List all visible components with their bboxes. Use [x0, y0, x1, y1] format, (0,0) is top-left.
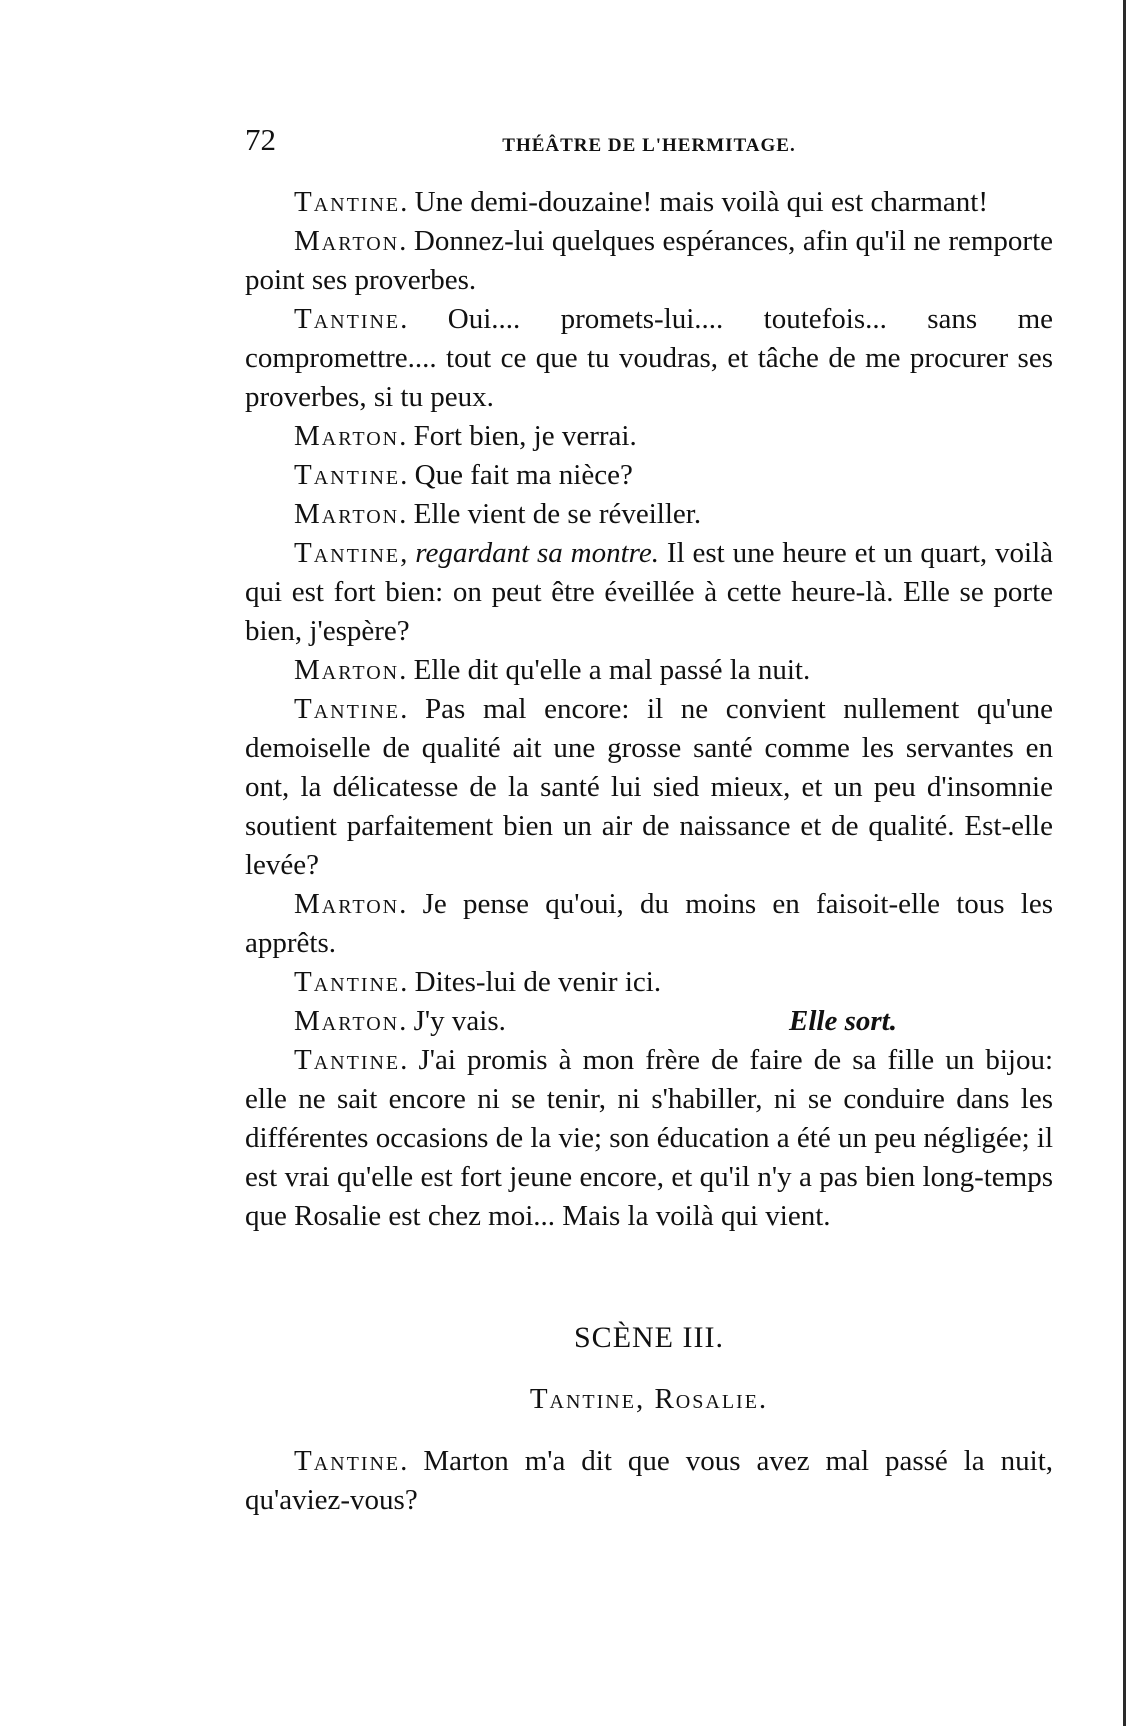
scene-cast: Tantine, Rosalie.	[529, 1383, 769, 1415]
dialogue-line: Tantine. Marton m'a dit que vous avez mal passé la nuit, qu'aviez-vous?	[245, 1445, 1053, 1516]
speaker-name: Tantine	[294, 459, 401, 491]
dialogue-body	[245, 183, 1053, 1520]
line-text: Marton m'a dit que vous avez mal passé la nuit, qu'aviez-vous?	[245, 1445, 1053, 1516]
dialogue-line: Tantine. J'ai promis à mon frère de faire de sa fille un bijou: elle ne sait encore ni se tenir, ni s'habiller, ni se conduire dans les différentes occasions de la vie; son éducation a été un peu négligée; il est vrai qu'elle est fort jeune encore, et qu'il n'y a pas bien long-temps que Rosalie est chez moi... Mais la voilà qui vient.	[245, 1044, 1053, 1232]
dialogue-line: Tantine. Oui.... promets-lui.... toutefois... sans me compromettre.... tout ce que tu voudras, et tâche de me procurer ses proverbes, si tu peux.	[245, 303, 1053, 413]
stage-direction-exit: Elle sort.	[789, 1005, 897, 1037]
line-text: Il est une heure et un quart, voilà qui est fort bien: on peut être éveillée à cette heure-là. Elle se porte bien, j'espère?	[245, 537, 1054, 647]
line-text: Fort bien, je verrai.	[413, 420, 637, 452]
speaker-name: Marton	[294, 225, 400, 257]
line-text: Elle vient de se réveiller.	[413, 498, 702, 530]
line-text: Que fait ma nièce?	[414, 459, 633, 491]
line-text: Donnez-lui quelques espérances, afin qu'il ne remporte point ses proverbes.	[245, 225, 1053, 296]
dialogue-line: Marton. J'y vais. Elle sort.	[245, 1002, 1053, 1041]
dialogue-line: Tantine. Pas mal encore: il ne convient nullement qu'une demoiselle de qualité ait une grosse santé comme les servantes en ont, la délicatesse de la santé lui sied mieux, et un peu d'insomnie soutient parfaitement bien un air de naissance et de qualité. Est-elle levée?	[245, 693, 1054, 881]
dialogue-line: Tantine. Une demi-douzaine! mais voilà qui est charmant!	[294, 186, 988, 218]
running-title: THÉÂTRE DE L'HERMITAGE.	[502, 135, 796, 156]
page-edge-line	[1123, 0, 1126, 1726]
speaker-name: Tantine	[294, 693, 401, 725]
line-text: Je pense qu'oui, du moins en faisoit-elle tous les apprêts.	[245, 888, 1053, 959]
page-number: 72	[245, 122, 276, 157]
speaker-name: Tantine	[294, 1044, 401, 1076]
speaker-name: Tantine	[294, 186, 401, 218]
speaker-name: Marton	[294, 654, 400, 686]
speaker-name: Marton	[294, 498, 400, 530]
speaker-name: Marton	[294, 888, 400, 920]
dialogue-line: Tantine. Dites-lui de venir ici.	[294, 966, 662, 998]
dialogue-line: Marton. Fort bien, je verrai.	[294, 420, 637, 452]
dialogue-line: Tantine. Que fait ma nièce?	[294, 459, 633, 491]
speaker-name: Marton	[294, 420, 400, 452]
stage-direction: regardant sa montre.	[415, 537, 660, 569]
dialogue-line: Marton. Elle vient de se réveiller.	[294, 498, 702, 530]
scene-title: SCÈNE III.	[574, 1321, 724, 1354]
running-head	[245, 120, 1053, 160]
speaker-name: Tantine	[294, 303, 401, 335]
dialogue-line: Marton. Je pense qu'oui, du moins en faisoit-elle tous les apprêts.	[245, 888, 1053, 959]
speaker-name: Tantine	[294, 1445, 401, 1477]
line-text: Pas mal encore: il ne convient nullement qu'une demoiselle de qualité ait une grosse santé comme les servantes en ont, la délicatesse de la santé lui sied mieux, et un peu d'insomnie soutient parfaitement bien un air de naissance et de qualité. Est-elle levée?	[245, 693, 1054, 881]
line-text: J'y vais.	[413, 1005, 506, 1037]
line-text: Elle dit qu'elle a mal passé la nuit.	[413, 654, 811, 686]
line-text: Oui.... promets-lui.... toutefois... sans me compromettre.... tout ce que tu voudras, et tâche de me procurer ses proverbes, si tu peux.	[245, 303, 1053, 413]
dialogue-line: Tantine, regardant sa montre. Il est une heure et un quart, voilà qui est fort bien: on peut être éveillée à cette heure-là. Elle se porte bien, j'espère?	[245, 537, 1054, 647]
dialogue-line: Marton. Donnez-lui quelques espérances, afin qu'il ne remporte point ses proverbes.	[245, 225, 1053, 296]
speaker-name: Tantine	[294, 537, 401, 569]
line-text: Dites-lui de venir ici.	[414, 966, 662, 998]
line-text: J'ai promis à mon frère de faire de sa fille un bijou: elle ne sait encore ni se tenir, ni s'habiller, ni se conduire dans les différentes occasions de la vie; son éducation a été un peu négligée; il est vrai qu'elle est fort jeune encore, et qu'il n'y a pas bien long-temps que Rosalie est chez moi... Mais la voilà qui vient.	[245, 1044, 1053, 1232]
speaker-name: Tantine	[294, 966, 401, 998]
dialogue-line: Marton. Elle dit qu'elle a mal passé la nuit.	[294, 654, 811, 686]
line-text: Une demi-douzaine! mais voilà qui est charmant!	[414, 186, 988, 218]
speaker-name: Marton	[294, 1005, 400, 1037]
